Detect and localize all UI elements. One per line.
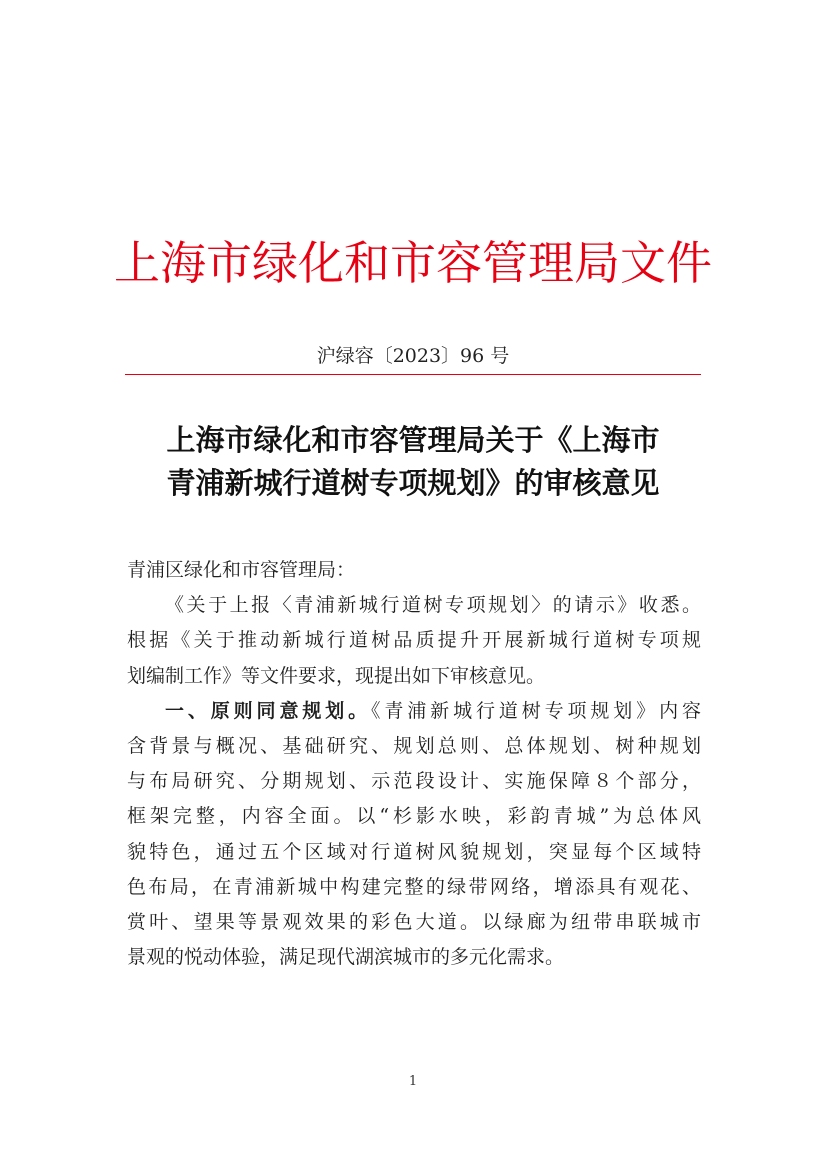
paragraph-1-line-2: 根据《关于推动新城行道树品质提升开展新城行道树专项规	[127, 629, 701, 652]
paragraph-2-line-5: 貌特色，通过五个区域对行道树风貌规划，突显每个区域特	[127, 840, 701, 863]
paragraph-1-line-1: 《关于上报〈青浦新城行道树专项规划〉的请示》收悉。	[165, 594, 701, 617]
title-line-2: 青浦新城行道树专项规划》的审核意见	[166, 466, 660, 500]
paragraph-2-line-4: 框架完整，内容全面。以“杉影水映，彩韵青城”为总体风	[127, 805, 701, 828]
paragraph-1-line-3: 划编制工作》等文件要求，现提出如下审核意见。	[127, 664, 546, 687]
paragraph-2-line-3: 与布局研究、分期规划、示范段设计、实施保障８个部分，	[127, 770, 701, 793]
paragraph-2-line-8: 景观的悦动体验，满足现代湖滨城市的多元化需求。	[127, 946, 565, 969]
red-divider-line	[125, 374, 701, 375]
paragraph-2-line-1-text: 《青浦新城行道树专项规划》内容	[371, 699, 701, 722]
paragraph-2-line-7: 赏叶、望果等景观效果的彩色大道。以绿廊为纽带串联城市	[127, 911, 701, 934]
title-line-1: 上海市绿化和市容管理局关于《上海市	[166, 423, 660, 457]
page-number: 1	[408, 1074, 418, 1089]
document-body	[127, 553, 701, 975]
addressee: 青浦区绿化和市容管理局：	[127, 559, 356, 581]
paragraph-2-line-6: 色布局，在青浦新城中构建完整的绿带网络，增添具有观花、	[127, 875, 701, 898]
paragraph-2-line-1	[127, 694, 701, 729]
section-heading: 一、原则同意规划。	[165, 699, 372, 722]
document-title	[0, 419, 826, 505]
document-number: 沪绿容〔2023〕96 号	[316, 345, 510, 367]
paragraph-2-line-2: 含背景与概况、基础研究、规划总则、总体规划、树种规划	[127, 735, 701, 758]
issuer-masthead: 上海市绿化和市容管理局文件	[114, 236, 712, 290]
